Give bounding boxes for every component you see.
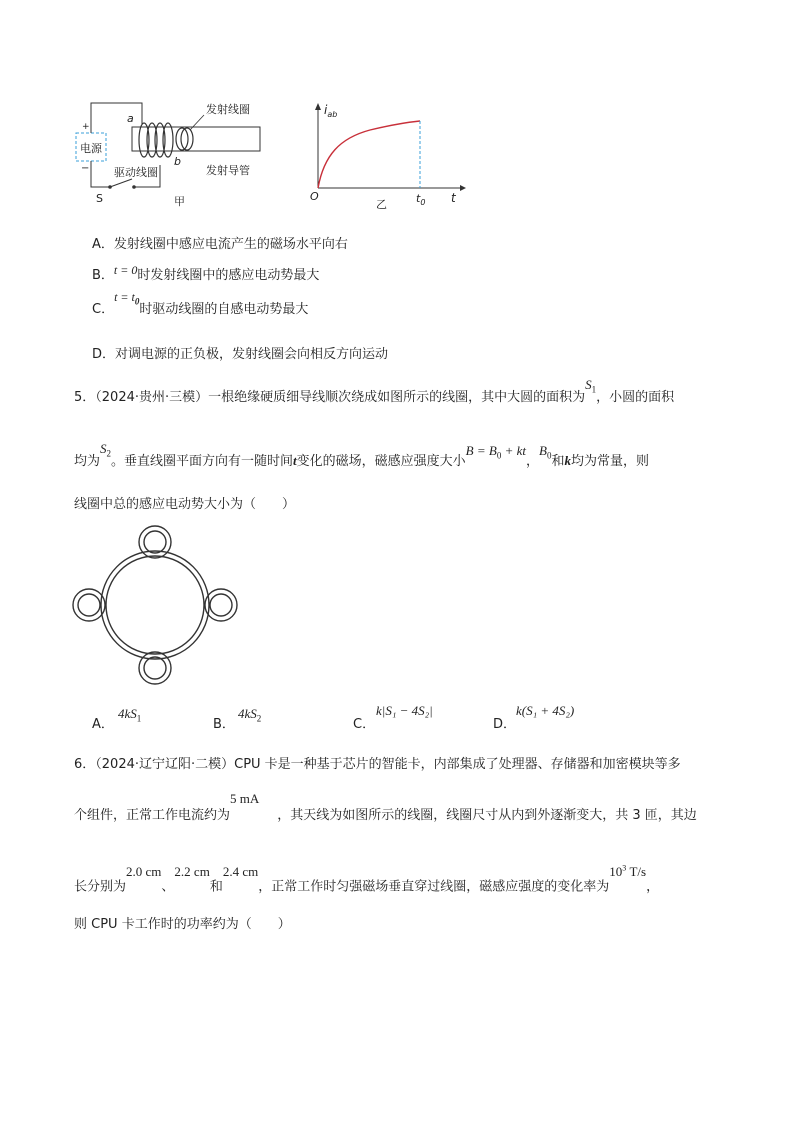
svg-text:a: a <box>127 112 134 125</box>
q4-option-c[interactable]: C．$t = t_0$时驱动线圈的自感电动势最大 <box>92 290 309 317</box>
q5-option-a-math: $4kS_1$ <box>118 706 142 724</box>
q6-line3: 长分别为2.0 cm、2.2 cm和2.4 cm，正常工作时匀强磁场垂直穿过线圈，磁感应强度的变化率为$10^3$ T/s， <box>74 864 660 895</box>
q6-line2: 个组件，正常工作电流约为5 mA，其天线为如图所示的线圈，线圈尺寸从内到外逐渐变大，共 3 匝，其边 <box>74 791 697 823</box>
drive-coil-label: 驱动线圈 <box>114 166 158 179</box>
large-circle-outer <box>101 551 209 659</box>
coil-figure <box>68 525 246 693</box>
x-axis-label: t <box>451 191 456 205</box>
q6-line4: 则 CPU 卡工作时的功率约为（ ） <box>74 917 291 932</box>
svg-text:−: − <box>81 163 90 174</box>
caption-jia: 甲 <box>174 195 185 208</box>
q5-option-b[interactable]: B． <box>213 717 235 732</box>
q5-line2: 均为$S_2$。垂直线圈平面方向有一随时间t变化的磁场，磁感应强度大小$B = B_0$ + kt，$B_0$和k均为常量，则 <box>74 441 649 469</box>
power-label: 电源 <box>80 142 102 155</box>
q5-line1: 5．（2024·贵州·三模）一根绝缘硬质细导线顺次绕成如图所示的线圈，其中大圆的面积为$S_1$，小圆的面积 <box>74 377 675 405</box>
switch-label: S <box>96 192 103 205</box>
svg-text:O: O <box>310 190 319 203</box>
q4-option-a[interactable]: A．发射线圈中感应电流产生的磁场水平向右 <box>92 237 348 252</box>
q5-line3: 线圈中总的感应电动势大小为（ ） <box>74 497 296 512</box>
current-graph <box>300 100 470 212</box>
emit-tube-label: 发射导管 <box>206 164 250 177</box>
q6-line1: 6．（2024·辽宁辽阳·二模）CPU 卡是一种基于芯片的智能卡，内部集成了处理器、存储器和加密模块等多 <box>74 757 681 772</box>
wire-top <box>91 103 142 133</box>
switch-lever[interactable] <box>110 179 132 187</box>
svg-text:+: + <box>82 122 90 132</box>
emit-coil-label: 发射线圈 <box>206 103 250 116</box>
q4-option-d[interactable]: D．对调电源的正负极，发射线圈会向相反方向运动 <box>92 347 389 362</box>
q5-option-b-math: $4kS_2$ <box>238 706 262 724</box>
caption-yi: 乙 <box>376 198 387 211</box>
q5-option-d-math: k(S₁ + 4S₂) <box>516 703 575 718</box>
circuit-figure <box>70 95 270 215</box>
y-axis-label: $i_{ab}$ <box>324 103 338 119</box>
q5-option-c-math: k|S₁ − 4S₂| <box>376 703 433 718</box>
svg-text:b: b <box>174 155 181 168</box>
wire-bottom-left <box>91 161 110 187</box>
q5-option-d[interactable]: D． <box>493 717 517 732</box>
q5-option-c[interactable]: C． <box>353 717 376 732</box>
t0-label: $t_0$ <box>416 192 426 207</box>
emit-tube <box>132 127 260 151</box>
emit-coil <box>176 128 193 150</box>
drive-coil <box>139 123 173 157</box>
q5-option-a[interactable]: A． <box>92 717 114 732</box>
q4-option-b[interactable]: B．t = 0时发射线圈中的感应电动势最大 <box>92 263 320 283</box>
large-circle-inner <box>106 556 204 654</box>
current-curve <box>318 121 420 188</box>
